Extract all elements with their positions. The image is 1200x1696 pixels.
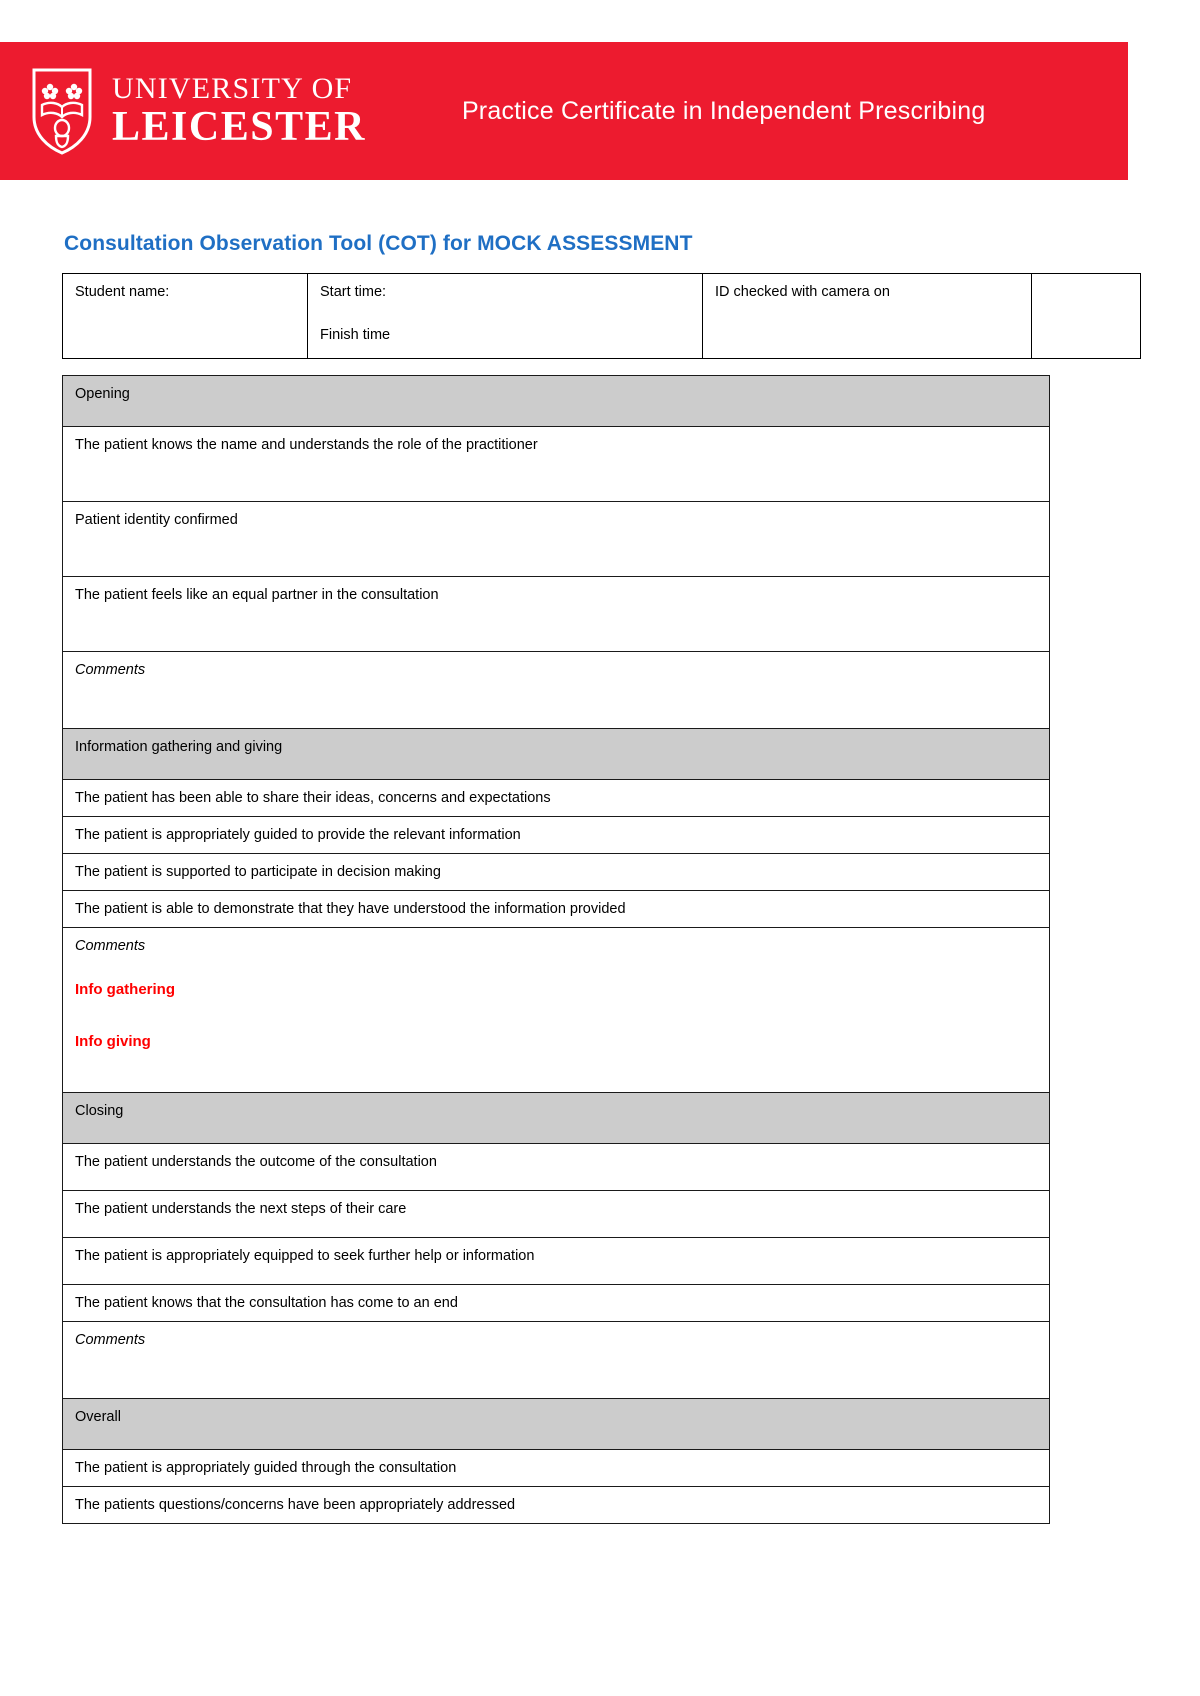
time-spacer [320,303,692,325]
start-time-label: Start time: [320,284,387,300]
criteria-text: The patient is appropriately guided to provide the relevant information [63,817,1050,854]
criteria-text: The patient is able to demonstrate that they have understood the information provided [63,891,1050,928]
comments-row[interactable] [63,652,1050,729]
criteria-text: The patient understands the outcome of the consultation [63,1144,1050,1191]
comment-note-info-giving: Info giving [75,1032,151,1050]
criteria-text: The patient feels like an equal partner in the consultation [63,577,1050,652]
header-banner [0,42,1128,180]
criteria-text: The patient is supported to participate in decision making [63,854,1050,891]
comments-row[interactable] [63,1322,1050,1399]
university-logo [30,67,366,155]
criteria-row[interactable] [63,817,1050,854]
criteria-row[interactable] [63,854,1050,891]
comments-cell [63,928,1050,1093]
criteria-text: The patient knows the name and understands the role of the practitioner [63,427,1050,502]
finish-time-label: Finish time [320,327,391,344]
section-header-information [63,729,1050,780]
comments-label: Comments [63,652,1050,729]
section-title: Information gathering and giving [63,729,1050,780]
criteria-row[interactable] [63,1487,1050,1524]
table-row [63,274,1141,359]
student-info-table [62,273,1141,359]
criteria-text: The patient understands the next steps of their care [63,1191,1050,1238]
criteria-row[interactable] [63,1450,1050,1487]
criteria-row[interactable] [63,1144,1050,1191]
section-title: Opening [63,376,1050,427]
criteria-text: The patients questions/concerns have been appropriately addressed [63,1487,1050,1524]
criteria-row[interactable] [63,1285,1050,1322]
university-crest-icon [30,67,94,155]
section-title: Closing [63,1093,1050,1144]
time-cell[interactable] [308,274,703,359]
section-header-overall [63,1399,1050,1450]
criteria-row[interactable] [63,891,1050,928]
banner-title: Practice Certificate in Independent Prescribing [461,96,986,125]
id-checked-answer-cell[interactable] [1032,274,1141,359]
comments-label: Comments [63,1322,1050,1399]
criteria-text: Patient identity confirmed [63,502,1050,577]
criteria-text: The patient knows that the consultation has come to an end [63,1285,1050,1322]
comments-label: Comments [75,938,146,954]
section-title: Overall [63,1399,1050,1450]
criteria-row[interactable] [63,1191,1050,1238]
logo-line-2: LEICESTER [112,104,366,150]
student-name-label: Student name: [75,284,170,300]
criteria-text: The patient is appropriately guided through the consultation [63,1450,1050,1487]
criteria-text: The patient is appropriately equipped to seek further help or information [63,1238,1050,1285]
criteria-row[interactable] [63,1238,1050,1285]
criteria-text: The patient has been able to share their ideas, concerns and expectations [63,780,1050,817]
page-title: Consultation Observation Tool (COT) for MOCK ASSESSMENT [64,232,693,255]
logo-line-1: UNIVERSITY OF [112,72,353,105]
student-name-cell[interactable] [63,274,308,359]
criteria-row[interactable] [63,502,1050,577]
criteria-row[interactable] [63,780,1050,817]
criteria-row[interactable] [63,577,1050,652]
section-header-opening [63,376,1050,427]
id-checked-cell[interactable] [703,274,1032,359]
document-body [62,232,1050,1524]
id-checked-label: ID checked with camera on [715,284,890,300]
criteria-table [62,375,1050,1524]
criteria-row[interactable] [63,427,1050,502]
comments-row[interactable] [63,928,1050,1093]
comment-note-info-gathering: Info gathering [75,981,175,999]
section-header-closing [63,1093,1050,1144]
university-wordmark [112,74,366,148]
